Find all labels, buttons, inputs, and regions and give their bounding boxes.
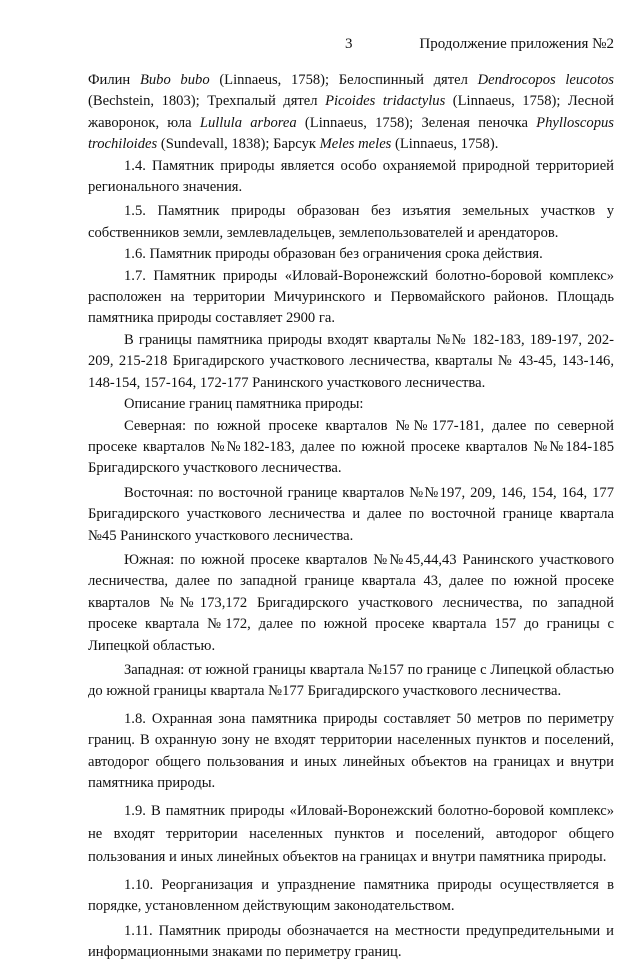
- species-name: Барсук: [273, 136, 316, 153]
- species-latin-name: Picoides tridactylus: [325, 93, 446, 110]
- species-author: (Bechstein, 1803);: [88, 93, 200, 110]
- paragraph-1-10: 1.10. Реорганизация и упразднение памятника природы осуществляется в порядке, установленном действующим законодательством.: [88, 876, 614, 915]
- species-author: (Linnaeus, 1758);: [304, 114, 414, 131]
- west-boundary-paragraph: Западная: от южной границы квартала №157 по границе с Липецкой областью до южной границы квартала №177 Бригадирского участкового лесничества.: [88, 661, 614, 700]
- paragraph-1-4: 1.4. Памятник природы является особо охраняемой природной территорией регионального значения.: [88, 157, 614, 196]
- species-name: Зеленая пеночка: [421, 114, 528, 131]
- species-author: (Sundevall, 1838);: [160, 136, 270, 153]
- page-header: [88, 34, 614, 70]
- paragraph-1-11: 1.11. Памятник природы обозначается на местности предупредительными и информационными знаками по периметру границ.: [88, 922, 614, 961]
- species-author: (Linnaeus, 1758);: [452, 93, 561, 110]
- species-list-paragraph: [88, 70, 614, 156]
- species-author: (Linnaeus, 1758);: [219, 72, 330, 88]
- east-boundary-paragraph: Восточная: по восточной границе кварталов №№197, 209, 146, 154, 164, 177 Бригадирского участкового лесничества и далее по восточной границе квартала №45 Ранинского участкового лесничества.: [88, 484, 614, 544]
- species-name: Трехпалый дятел: [207, 93, 318, 110]
- species-latin-name: Phylloscopus trochiloides: [88, 114, 614, 153]
- species-latin-name: Bubo bubo: [139, 72, 210, 88]
- species-name: Белоспинный дятел: [338, 72, 468, 88]
- document-page: [88, 34, 614, 963]
- paragraph-1-5: 1.5. Памятник природы образован без изъятия земельных участков у собственников земли, землевладельцев, землепользователей и арендаторов.: [88, 203, 614, 241]
- appendix-title: Продолжение приложения №2: [419, 36, 614, 52]
- species-author: (Linnaeus, 1758).: [395, 136, 499, 153]
- boundary-description-heading: Описание границ памятника природы:: [124, 396, 364, 413]
- page-number: 3: [345, 36, 353, 52]
- species-latin-name: Lullula arborea: [199, 114, 297, 131]
- species-name: Филин: [88, 72, 131, 88]
- paragraph-1-9: 1.9. В памятник природы «Иловай-Воронежский болотно-боровой комплекс» не входят территории населенных пунктов и поселений, автодорог общего пользования и иных линейных объектов на границах и внутри памятника природы.: [88, 803, 614, 865]
- paragraph-1-6: 1.6. Памятник природы образован без ограничения срока действия.: [124, 246, 543, 263]
- paragraph-1-7: 1.7. Памятник природы «Иловай-Воронежский болотно-боровой комплекс» расположен на территории Мичуринского и Первомайского районов. Площадь памятника природы составляет 2900 га.: [88, 267, 614, 327]
- species-latin-name: Meles meles: [319, 136, 392, 153]
- south-boundary-paragraph: Южная: по южной просеке кварталов №№45,44,43 Ранинского участкового лесничества, далее по западной границе квартала 43, далее по южной просеке кварталов №№173,172 Бригадирского участкового лесничества, по западной просеке квартала №172, далее по южной просеке квартала 157 до границы с Липецкой областью.: [88, 551, 614, 654]
- species-name: Лесной жаворонок, юла: [88, 93, 614, 131]
- species-latin-name: Dendrocopos leucotos: [477, 72, 614, 88]
- boundary-quarters-paragraph: В границы памятника природы входят кварталы №№ 182-183, 189-197, 202-209, 215-218 Бригадирского участкового лесничества, кварталы № 43-45, 143-146, 148-154, 157-164, 172-177 Ранинского участкового лесничества.: [88, 331, 614, 391]
- north-boundary-paragraph: Северная: по южной просеке кварталов №№177-181, далее по северной просеке кварталов №№182-183, далее по южной просеке кварталов №№184-185 Бригадирского участкового лесничества.: [88, 417, 614, 477]
- paragraph-1-8: 1.8. Охранная зона памятника природы составляет 50 метров по периметру границ. В охранную зону не входят территории населенных пунктов и поселений, автодорог общего пользования и иных линейных объектов на границах и внутри памятника природы.: [88, 710, 614, 791]
